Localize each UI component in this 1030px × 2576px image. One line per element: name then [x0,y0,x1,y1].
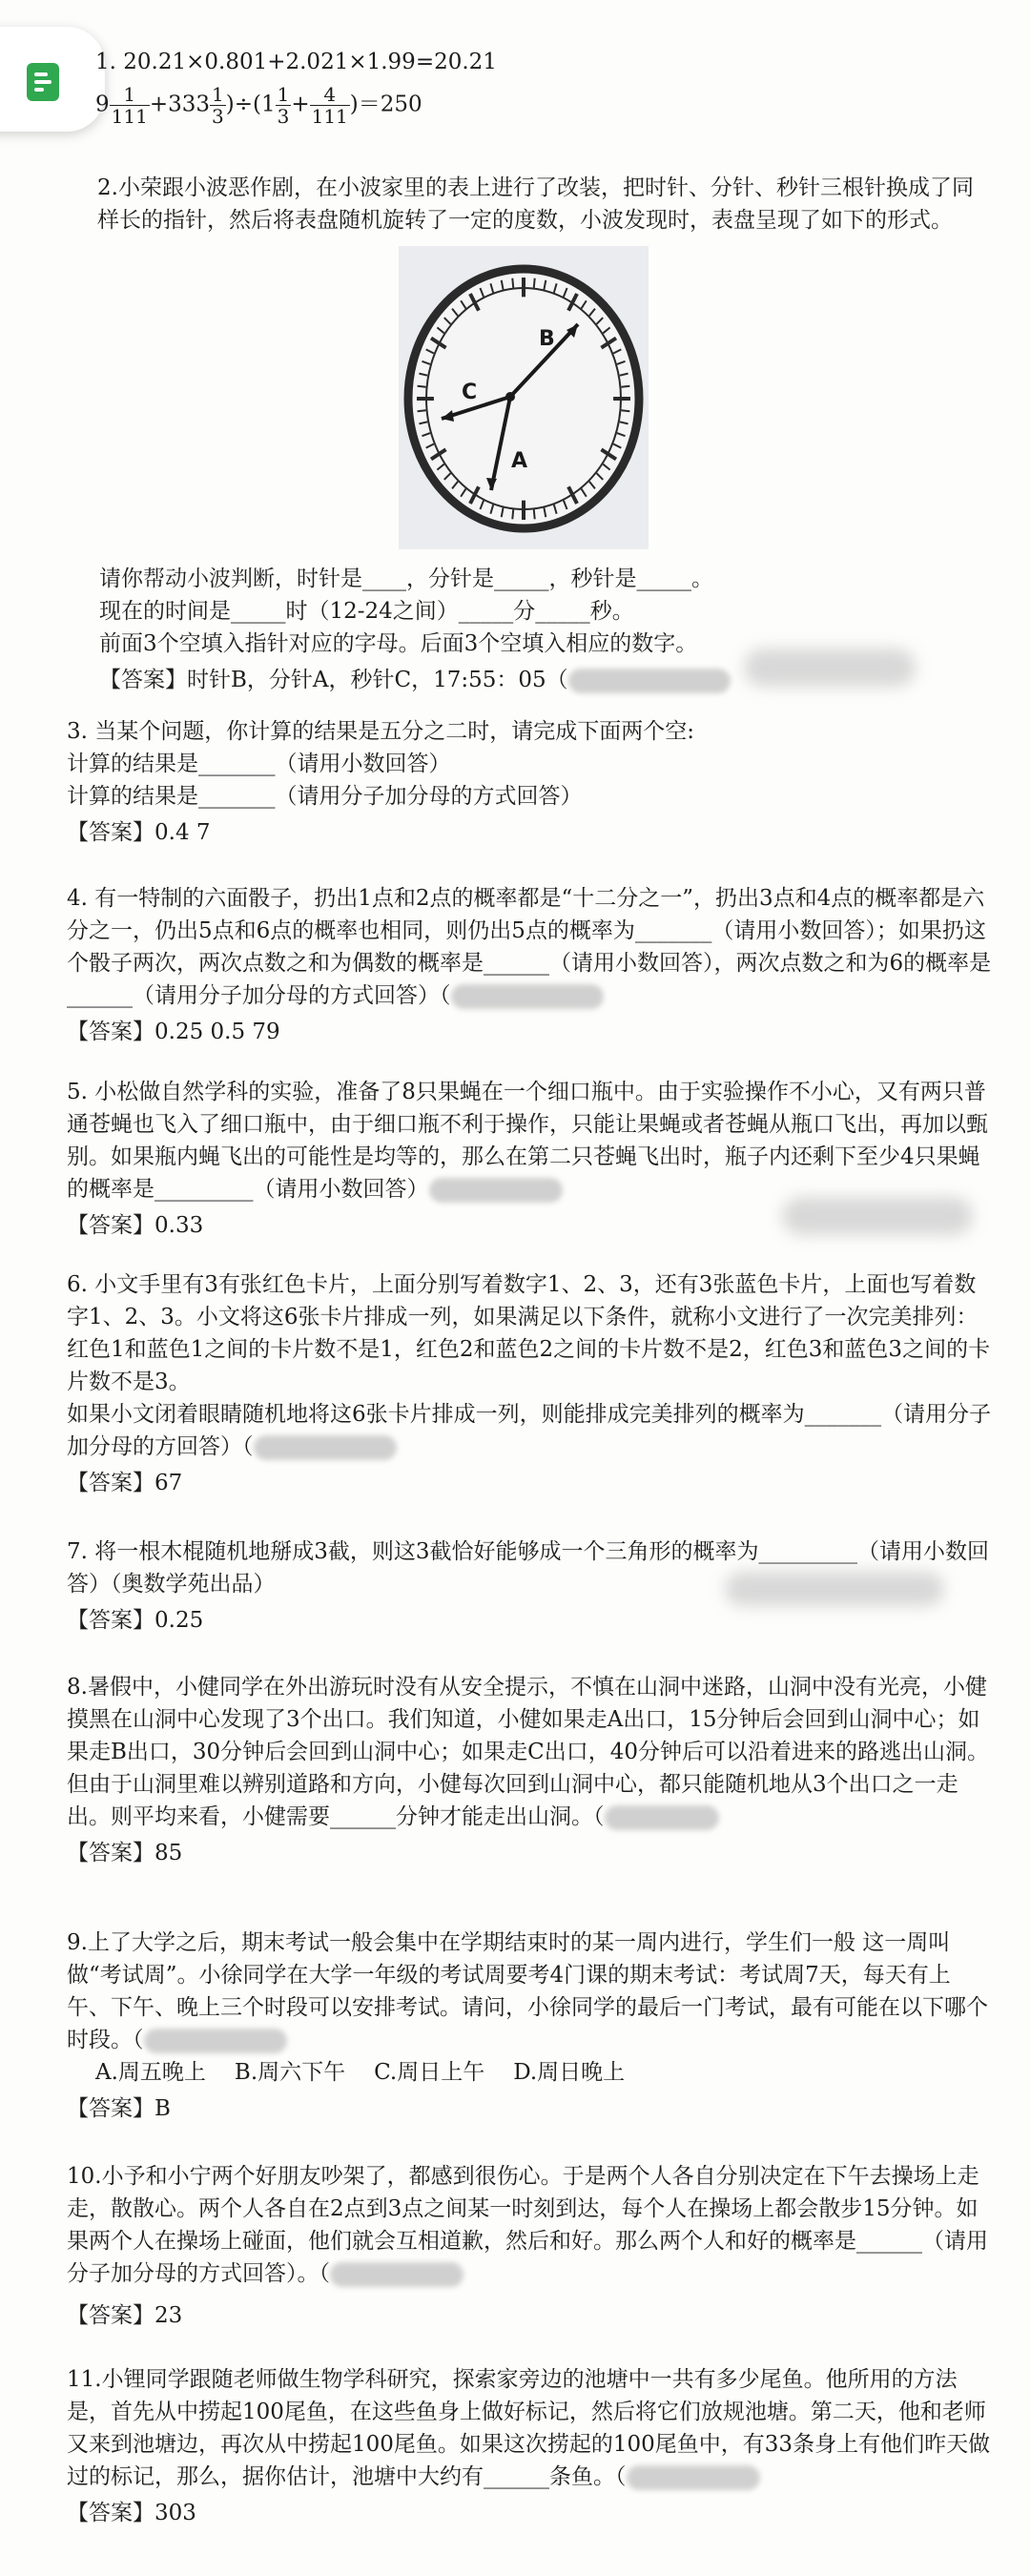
clock-tick [512,509,513,519]
q9-option-b: B.周六下午 [234,2060,346,2085]
q11-text: 11.小锂同学跟随老师做生物学科研究，探索家旁边的池塘中一共有多少尾鱼。他所用的方法是，首先从中捞起100尾鱼，在这些鱼身上做好标记，然后将它们放规池塘。第二天，他和老师又来到池塘边，再次从中捞起100尾鱼。如果这次捞起的100尾鱼中，有33条身上有他们昨天做过的标记，那么，据你估计，池塘中大约有______条鱼。（ [67,2367,991,2489]
clock-tick [418,386,426,387]
q4-text: 4. 有一特制的六面骰子，扔出1点和2点的概率都是“十二分之一”，扔出3点和4点的概率都是六分之一，仍出5点和6点的概率也相同，则仍出5点的概率为_______（请用小数回答）；如果扔这个骰子两次，两次点数之和为偶数的概率是______（请用小数回答），两次点数之和为6的概率是______（请用分子加分母的方式回答）（ [67,886,992,1008]
clock-svg [399,246,649,549]
q6-text-2: 如果小文闭着眼睛随机地将这6张卡片排成一列，则能排成完美排列的概率为_______（请用分子加分母的方回答）（ [67,1402,992,1459]
question-3 [67,715,992,849]
q8-answer: 【答案】85 [67,1841,183,1865]
clock-tick [621,386,629,387]
q2-answer: 【答案】时针B，分针A，秒针C，17:55：05（ [99,664,992,696]
q9-answer: 【答案】B [67,2096,171,2121]
q2-prompt-2: 现在的时间是_____时（12-24之间）_____分_____秒。 [99,599,634,624]
clock-tick [621,410,629,411]
q4-answer: 【答案】0.25 0.5 79 [67,1020,280,1044]
q9-options [67,2056,992,2089]
q10-text: 10.小予和小宁两个好朋友吵架了，都感到很伤心。于是两个人各自分别决定在下午去操场上走走，散散心。两个人各自在2点到3点之间某一时刻到达，每个人在操场上都会散步15分钟。如果两个人在操场上碰面，他们就会互相道歉，然后和好。那么两个人和好的概率是______（请用分子加分母的方式回答）。（ [67,2164,988,2286]
q1-line2: 9 $\frac{1}{111}$ +333 $\frac{1}{3}$ )÷(1 $\frac{1}{3}$ + $\frac{4}{111}$ )＝250 [95,83,422,128]
q3-line2: 计算的结果是_______（请用分子加分母的方式回答） [67,784,583,809]
q5-text: 5. 小松做自然学科的实验，准备了8只果蝇在一个细口瓶中。由于实验操作不小心，又有两只普通苍蝇也飞入了细口瓶中，由于细口瓶不利于操作，只能让果蝇或者苍蝇从瓶口飞出，再加以甄别。如果瓶内蝇飞出的可能性是均等的，那么在第二只苍蝇飞出时，瓶子内还剩下至少4只果蝇的概率是_________（请用小数回答） [67,1080,988,1202]
clock-tick [534,278,535,288]
q9-option-a: A.周五晚上 [95,2060,206,2085]
q8-text: 8.暑假中，小健同学在外出游玩时没有从安全提示，不慎在山洞中迷路，山洞中没有光亮，小健摸黑在山洞中心发现了3个出口。我们知道，小健如果走A出口，15分钟后会回到山洞中心；如果走B出口，30分钟后会回到山洞中心；如果走C出口，40分钟后可以沿着进来的路逃出山洞。但由于山洞里难以辨别道路和方向，小健每次回到山洞中心，都只能随机地从3个出口之一走出。则平均来看，小健需要______分钟才能走出山洞。（ [67,1675,990,1829]
question-9 [67,1927,992,2125]
q5-answer: 【答案】0.33 [67,1213,204,1238]
q1-line1: 1. 20.21×0.801+2.021×1.99=20.21 [95,50,497,74]
q9-option-c: C.周日上午 [374,2060,485,2085]
document-icon [27,63,59,101]
question-8 [67,1671,992,1869]
q7-answer: 【答案】0.25 [67,1608,204,1633]
clock-tick [512,278,513,288]
q9-option-d: D.周日晚上 [513,2060,626,2085]
question-4 [67,882,992,1048]
question-1 [95,46,992,127]
clock-tick [418,410,426,411]
q9-text: 9.上了大学之后，期末考试一般会集中在学期结束时的某一周内进行，学生们一般 这一周叫做“考试周”。小徐同学在大学一年级的考试周要考4门课的期末考试：考试周7天，每天有上午、下午、晚上三个时段可以安排考试。请问，小徐同学的最后一门考试，最有可能在以下哪个时段。（ [67,1930,988,2052]
q6-text: 6. 小文手里有3有张红色卡片，上面分别写着数字1、2、3，还有3张蓝色卡片，上面也写着数字1、2、3。小文将这6张卡片排成一列，如果满足以下条件，就称小文进行了一次完美排列：红色1和蓝色1之间的卡片数不是1，红色2和蓝色2之间的卡片数不是2，红色3和蓝色3之间的卡片数不是3。 [67,1272,991,1394]
q11-answer: 【答案】303 [67,2501,196,2525]
question-6 [67,1268,992,1499]
label-b: B [539,327,555,351]
q2-prompt-3: 前面3个空填入指针对应的字母。后面3个空填入相应的数字。 [99,631,698,656]
label-c: C [462,381,478,404]
q2-prompt-1: 请你帮动小波判断，时针是____，分针是_____，秒针是_____。 [99,567,713,591]
q6-answer: 【答案】67 [67,1471,183,1495]
q3-text: 3. 当某个问题，你计算的结果是五分之二时，请完成下面两个空: [67,719,695,744]
q3-line1: 计算的结果是_______（请用小数回答） [67,752,451,776]
clock-tick [534,509,535,519]
q2-text: 2.小荣跟小波恶作剧，在小波家里的表上进行了改装，把时针、分针、秒针三根针换成了同样长的指针，然后将表盘随机旋转了一定的度数，小波发现时，表盘呈现了如下的形式。 [97,175,974,233]
floating-sidebar-tab[interactable] [0,27,105,132]
question-10 [67,2160,992,2332]
q10-answer: 【答案】23 [67,2303,183,2328]
label-a: A [511,449,528,473]
question-2 [97,172,992,237]
question-11 [67,2363,992,2529]
q7-text: 7. 将一根木棍随机地掰成3截，则这3截恰好能够成一个三角形的概率为_________（请用小数回答）（奥数学苑出品） [67,1539,990,1597]
clock-figure [399,246,649,549]
q3-answer: 【答案】0.4 7 [67,820,211,845]
